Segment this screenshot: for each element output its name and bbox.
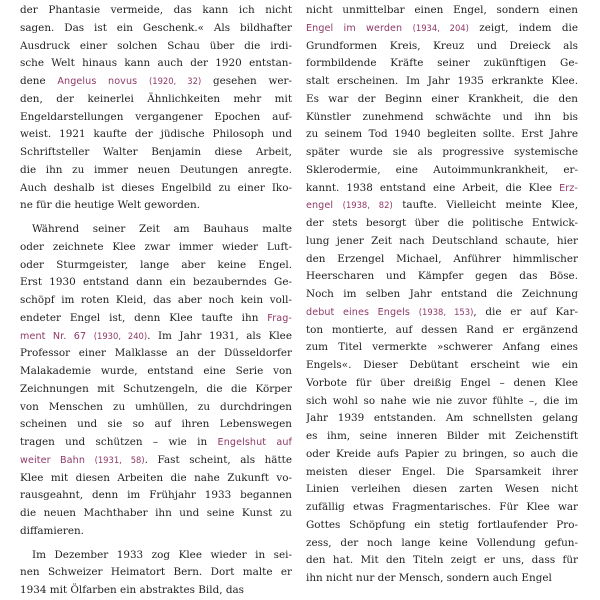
text-line	[20, 564, 292, 582]
text-line	[306, 180, 578, 198]
text-line	[306, 410, 578, 428]
text-run: Während seiner Zeit am Bauhaus malte	[32, 223, 292, 235]
artwork-reference: (1930, 240)	[93, 330, 148, 341]
text-line	[306, 339, 578, 357]
text-run: ihn nicht nur der Mensch, sondern auch Engel	[306, 572, 552, 584]
text-line	[20, 582, 292, 600]
text-line	[306, 144, 578, 162]
text-run: der stets besorgt über die politische Entwick-	[306, 217, 578, 229]
text-run: Professor einer Malklasse an der Düsseldorfer	[20, 347, 292, 360]
text-run: scheinen und sie so auf ihren Lebenswegen	[20, 418, 292, 431]
artwork-reference: (1938, 82)	[342, 200, 393, 211]
text-run: Malakademie wurde, entstand eine Serie von	[20, 365, 292, 377]
text-line	[20, 452, 292, 470]
left-text-column	[20, 2, 292, 600]
text-run: Klee mit diesen Arbeiten die nahe Zukunft vo-	[20, 471, 292, 484]
artwork-title: Erz-	[559, 182, 578, 194]
text-run: Engeldarstellungen vergangener Epochen auf-	[20, 110, 292, 123]
artwork-title: Frag-	[267, 312, 292, 324]
text-line	[20, 416, 292, 434]
text-run	[86, 330, 94, 342]
artwork-title: debut eines Engels	[306, 306, 411, 318]
text-line	[20, 55, 292, 73]
text-run: lung jener Zeit nach Deutschland schaute, hier	[306, 234, 578, 247]
text-line	[306, 109, 578, 127]
text-line	[20, 274, 292, 292]
text-run: Vorbote für über dreißig Engel – denen Klee	[306, 376, 578, 389]
text-run: den, der keinerlei Ähnlichkeiten mehr mit	[20, 92, 292, 105]
text-line	[20, 126, 292, 144]
text-run: Gottes Schöpfung ein stetig fortlaufender Pro-	[306, 518, 578, 531]
text-line	[20, 345, 292, 363]
text-line	[306, 517, 578, 535]
text-run: die ihn zu immer neuen Deutungen anregte.	[20, 163, 292, 176]
artwork-title: Angelus novus	[57, 76, 138, 87]
text-line	[306, 215, 578, 233]
text-line	[20, 434, 292, 452]
text-line	[306, 393, 578, 411]
text-run: Sklerodermie, eine Autoimmunkrankheit, er-	[306, 163, 578, 176]
text-line	[306, 197, 578, 215]
text-run: später wurde sie als progressive systemische	[306, 146, 578, 158]
text-run: oder zeichnete Klee zwar immer wieder Luft-	[20, 240, 292, 253]
text-run: schöpf im roten Kleid, das aber noch kein voll-	[20, 294, 292, 306]
text-run: , die er auf Kar-	[473, 305, 578, 318]
text-run: Linien verleihen diesen zarten Wesen nicht	[306, 483, 578, 496]
text-line	[20, 2, 292, 20]
text-line	[20, 399, 292, 417]
text-line	[306, 357, 578, 375]
text-line	[306, 322, 578, 340]
text-run: weist. 1921 kaufte der jüdische Philosoph und	[20, 128, 292, 141]
text-line	[20, 144, 292, 162]
text-line	[306, 481, 578, 499]
text-run: Schriftsteller Walter Benjamin diese Arbeit,	[20, 146, 292, 158]
text-line	[20, 505, 292, 523]
artwork-title: weiter Bahn	[20, 454, 86, 466]
text-line	[20, 109, 292, 127]
text-run: taufte. Vielleicht meinte Klee,	[392, 199, 578, 212]
text-line	[20, 73, 292, 91]
text-line	[20, 292, 292, 310]
text-run: sich wohl so nahe wie nie zuvor fühlte –, die im	[306, 394, 578, 407]
text-line	[20, 91, 292, 109]
text-line	[306, 268, 578, 286]
text-run: Auch deshalb ist dieses Engelbild zu einer Iko-	[20, 181, 292, 194]
text-line	[20, 523, 292, 541]
text-line	[20, 470, 292, 488]
text-run: Künstler zunehmend schwächte und ihn bis	[306, 110, 578, 123]
text-run: Grundformen Kreis, Kreuz und Dreieck als	[306, 39, 578, 52]
text-line	[20, 162, 292, 180]
text-run: rausgeahnt, denn im Frühjahr 1933 begannen	[20, 489, 292, 502]
text-line	[306, 570, 578, 588]
text-line	[306, 499, 578, 517]
text-line	[306, 73, 578, 91]
text-line	[306, 552, 578, 570]
artwork-reference: (1931, 58)	[94, 454, 145, 465]
text-run: den Erzengel Michael, Anführer himmlischer	[306, 252, 578, 265]
text-run: ne für die heutige Welt geworden.	[20, 199, 201, 212]
text-run: Heerscharen und Kämpfer gegen das Böse.	[306, 270, 578, 283]
text-line	[20, 328, 292, 346]
text-run: zufällig etwas Fragmentarisches. Für Klee war	[306, 501, 578, 513]
text-line	[306, 251, 578, 269]
text-run	[137, 75, 149, 87]
text-run: ton montierte, auf dessen Rand er ergänzend	[306, 323, 578, 336]
text-run: nen Schweizer Heimatort Bern. Dort malte er	[20, 566, 292, 579]
text-line	[20, 381, 292, 399]
text-line	[20, 20, 292, 38]
text-line	[306, 91, 578, 109]
text-run: dene	[20, 75, 58, 87]
text-line	[306, 428, 578, 446]
text-line	[306, 286, 578, 304]
text-run: nicht unmittelbar einen Engel, sondern einen	[306, 4, 578, 16]
text-line	[20, 180, 292, 198]
text-run: diffamieren.	[20, 524, 84, 537]
text-run: zu seinem Tod 1940 begleiten sollte. Erst Jahre	[306, 128, 578, 141]
text-line	[20, 487, 292, 505]
text-run: Noch im selben Jahr entstand die Zeichnung	[306, 288, 578, 300]
artwork-reference: (1920, 32)	[148, 76, 202, 86]
text-run	[333, 199, 343, 211]
text-line	[306, 162, 578, 180]
right-text-column	[306, 2, 578, 588]
text-line	[20, 197, 292, 215]
text-run: . Im Jahr 1931, als Klee	[147, 329, 292, 342]
text-run: die neuen Machthaber ihn und seine Kunst zu	[20, 507, 292, 519]
text-run: kannt. 1938 entstand eine Arbeit, die Klee	[306, 181, 560, 194]
text-run: gesehen wer-	[201, 75, 292, 87]
text-run: . Fast scheint, als hätte	[144, 453, 292, 466]
text-line	[20, 547, 292, 565]
text-line	[20, 221, 292, 239]
text-line	[306, 446, 578, 464]
text-run: Ausdruck einer solchen Schau über die irdi-	[20, 39, 292, 52]
text-line	[306, 38, 578, 56]
artwork-title: Engelshut auf	[217, 437, 292, 448]
artwork-title: ment Nr. 67	[20, 330, 87, 342]
text-run: sche Welt hinaus kann auch der 1920 entstan-	[20, 57, 292, 70]
text-run: Erst 1930 entstand dann ein bezauberndes Ge-	[20, 276, 292, 289]
text-run: Engels«. Dieser Debütant erscheint wie ein	[306, 359, 578, 371]
text-run: oder Sturmgeister, lange aber keine Engel.	[20, 258, 292, 271]
text-run: stalt erscheinen. Im Jahr 1935 erkrankte Klee.	[306, 75, 578, 87]
text-line	[306, 304, 578, 322]
text-line	[20, 310, 292, 328]
text-run: meisten dieser Engel. Die Sparsamkeit ihrer	[306, 465, 578, 478]
text-line	[20, 363, 292, 381]
text-run: zum Titel vermerkte »schwerer Anfang eines	[306, 341, 578, 354]
text-run: formbildende Kräfte seiner zukünftigen Ge-	[306, 57, 578, 70]
text-line	[306, 2, 578, 20]
text-run: zeigt, indem die	[468, 21, 578, 34]
artwork-title: engel	[306, 200, 334, 212]
text-run	[85, 454, 95, 466]
artwork-title: Engel im werden	[306, 22, 403, 34]
text-run: sagen. Das ist ein Geschenk.« Als bildhafter	[20, 21, 292, 34]
text-run: den hat. Mit den Titeln zeigt er uns, dass für	[306, 554, 578, 567]
text-run: Zeichnungen mit Schutzengeln, die die Körper	[20, 382, 292, 395]
text-run	[410, 306, 419, 318]
text-line	[306, 126, 578, 144]
text-line	[306, 55, 578, 73]
text-run: Es war der Beginn einer Krankheit, die den	[306, 92, 578, 105]
text-run: 1934 mit Ölfarben ein abstraktes Bild, das	[20, 584, 245, 596]
text-line	[306, 233, 578, 251]
text-line	[306, 20, 578, 38]
text-line	[20, 38, 292, 56]
text-line	[306, 464, 578, 482]
artwork-reference: (1934, 204)	[412, 22, 469, 33]
artwork-reference: (1938, 153)	[418, 306, 474, 317]
text-line	[20, 257, 292, 275]
text-run	[402, 22, 412, 34]
text-run: Im Dezember 1933 zog Klee wieder in sei-	[32, 548, 292, 561]
text-run: es ihm, seine inneren Bilder mit Zeichenstift	[306, 430, 578, 442]
text-run: Jahr 1939 entstanden. Am schnellsten gelang	[306, 412, 578, 425]
text-run: von Menschen zu umhüllen, zu durchdringen	[20, 400, 292, 413]
text-run: der Phantasie vermeide, das kann ich nicht	[20, 4, 292, 16]
text-run: tragen und schützen – wie in	[20, 436, 218, 448]
text-run: endeter Engel ist, denn Klee taufte ihn	[20, 311, 268, 324]
text-line	[20, 239, 292, 257]
text-line	[306, 375, 578, 393]
text-run: oder Kreide aufs Papier zu bringen, so auch die	[306, 447, 578, 460]
text-run: zess, der noch lange keine Vollendung gefun-	[306, 536, 578, 549]
text-line	[306, 535, 578, 553]
